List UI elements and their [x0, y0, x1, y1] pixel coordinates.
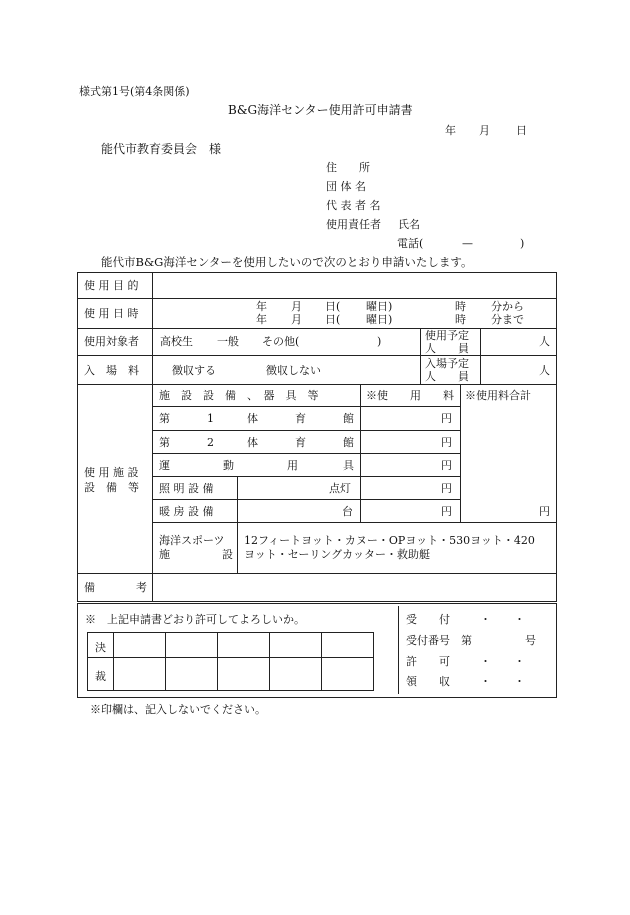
dt2-hour: 時	[455, 313, 466, 326]
intro-text: 能代市B&G海洋センターを使用したいので次のとおり申請いたします。	[101, 255, 473, 269]
dt2-year: 年	[256, 313, 267, 326]
sports-c2: 動	[223, 459, 234, 472]
dt1-hour: 時	[455, 300, 466, 313]
received-dot-2: ・	[514, 613, 525, 626]
table-border-left	[77, 272, 78, 602]
gym2-c1: 第	[159, 436, 170, 449]
row-divider	[77, 384, 557, 385]
gym1-yen: 円	[441, 412, 452, 425]
grid-line	[373, 632, 374, 690]
received-dot-1: ・	[480, 613, 491, 626]
heating-label: 暖 房 設 備	[159, 505, 214, 518]
dt2-weekday: 曜日)	[366, 313, 393, 326]
responsible-name-label: 氏名	[398, 218, 420, 231]
dt2-month: 月	[291, 313, 302, 326]
planned-users-label-1: 使用予定	[425, 329, 469, 342]
planned-entry-label-2: 人 員	[425, 370, 469, 383]
row-divider	[152, 522, 556, 523]
lighting-label: 照 明 設 備	[159, 482, 214, 495]
fee-collect: 徴収する	[172, 364, 216, 377]
sports-c3: 用	[287, 459, 298, 472]
grid-line	[269, 632, 270, 690]
target-highschool: 高校生	[160, 335, 193, 348]
sports-c4: 具	[343, 459, 354, 472]
dt1-year: 年	[256, 300, 267, 313]
facility-label-1: 使 用 施 設	[84, 466, 139, 479]
footer-note: ※印欄は、記入しないでください。	[90, 703, 266, 716]
target-other-close: )	[377, 335, 382, 348]
gym1-c1: 第	[159, 412, 170, 425]
facility-header-fee: ※使 用 料	[366, 389, 454, 402]
collect-label: 領 収	[406, 675, 450, 688]
responsible-person-label: 使用責任者	[326, 218, 381, 231]
approval-note: ※ 上記申請書どおり許可してよろしいか。	[85, 613, 305, 626]
receipt-number-label: 受付番号 第	[406, 634, 472, 647]
row-divider	[77, 328, 557, 329]
grid-line	[87, 657, 374, 658]
grid-line	[217, 632, 218, 690]
purpose-label: 使 用 目 的	[84, 279, 139, 292]
dt2-until: 分まで	[491, 313, 524, 326]
planned-entry-label-1: 入場予定	[425, 357, 469, 370]
phone-label: 電話(	[397, 237, 424, 250]
grid-line	[113, 632, 114, 690]
marine-label-2a: 施	[159, 548, 170, 561]
lighting-unit: 点灯	[329, 482, 351, 495]
label-column-divider	[152, 272, 153, 602]
approval-border-bottom	[77, 697, 557, 698]
dt2-day: 日(	[325, 313, 341, 326]
grid-line	[87, 632, 88, 690]
gym1-c3: 体	[247, 412, 258, 425]
planned-users-label-2: 人 員	[425, 342, 469, 355]
grid-line	[87, 632, 374, 633]
cell-divider	[480, 328, 481, 384]
date-month-label: 月	[479, 124, 490, 137]
target-general: 一般	[217, 335, 239, 348]
marine-desc-1: 12フィートヨット・カヌー・OPヨット・530ヨット・420	[244, 534, 535, 547]
total-column-divider	[460, 384, 461, 522]
grid-line	[165, 632, 166, 690]
permit-label: 許 可	[406, 655, 450, 668]
grid-line	[321, 632, 322, 690]
collect-dot-2: ・	[514, 675, 525, 688]
org-name-label: 団 体 名	[326, 180, 366, 193]
fee-no-collect: 徴収しない	[266, 364, 321, 377]
gym2-yen: 円	[441, 436, 452, 449]
lighting-yen: 円	[441, 482, 452, 495]
gym1-c2: 1	[207, 412, 214, 425]
remarks-label-1: 備	[84, 581, 95, 594]
gym2-c2: 2	[207, 436, 214, 449]
date-day-label: 日	[516, 124, 527, 137]
dt1-day: 日(	[325, 300, 341, 313]
form-title: B&G海洋センター使用許可申請書	[228, 103, 413, 117]
entry-fee-label: 入 場 料	[84, 364, 139, 377]
marine-label-2b: 設	[222, 548, 233, 561]
gym1-c4: 育	[295, 412, 306, 425]
marine-desc-2: ヨット・セーリングカッター・救助艇	[244, 548, 431, 561]
approval-border-right	[556, 603, 557, 698]
row-divider	[77, 601, 557, 602]
collect-dot-1: ・	[480, 675, 491, 688]
representative-label: 代 表 者 名	[326, 199, 381, 212]
facility-header-item: 施 設 設 備 、 器 具 等	[159, 389, 319, 402]
permit-dot-1: ・	[480, 655, 491, 668]
heating-unit: 台	[342, 505, 353, 518]
table-border-right	[556, 272, 557, 602]
row-divider	[77, 573, 557, 574]
total-yen: 円	[539, 505, 550, 518]
gym2-c5: 館	[343, 436, 354, 449]
sub-label-divider	[237, 476, 238, 573]
marine-label-1: 海洋スポーツ	[159, 534, 225, 547]
receipt-number-suffix: 号	[525, 634, 536, 647]
row-divider	[152, 406, 460, 407]
table-border-top	[77, 272, 557, 273]
sports-c1: 運	[159, 459, 170, 472]
approval-divider	[398, 606, 399, 694]
facility-header-total: ※使用料合計	[465, 389, 531, 402]
target-other: その他(	[262, 335, 300, 348]
cell-divider	[420, 328, 421, 384]
remarks-label-2: 考	[136, 581, 147, 594]
address-label: 住 所	[326, 161, 370, 174]
phone-dash: —	[462, 237, 473, 250]
row-divider	[152, 430, 460, 431]
phone-close: )	[520, 237, 525, 250]
planned-users-unit: 人	[539, 335, 550, 348]
grid-line	[87, 690, 374, 691]
row-divider	[152, 476, 460, 477]
permit-dot-2: ・	[514, 655, 525, 668]
row-divider	[152, 499, 460, 500]
kessai-char-1: 決	[95, 641, 106, 654]
heating-yen: 円	[441, 505, 452, 518]
received-label: 受 付	[406, 613, 450, 626]
date-year-label: 年	[445, 124, 456, 137]
row-divider	[77, 355, 557, 356]
addressee: 能代市教育委員会 様	[101, 142, 222, 156]
gym2-c3: 体	[247, 436, 258, 449]
kessai-char-2: 裁	[95, 670, 106, 683]
gym1-c5: 館	[343, 412, 354, 425]
approval-border-top	[77, 603, 557, 604]
row-divider	[77, 298, 557, 299]
dt1-from: 分から	[491, 300, 524, 313]
facility-label-2: 設 備 等	[84, 481, 139, 494]
dt1-weekday: 曜日)	[366, 300, 393, 313]
dt1-month: 月	[291, 300, 302, 313]
form-number: 様式第1号(第4条関係)	[79, 85, 190, 98]
row-divider	[152, 453, 460, 454]
datetime-label: 使 用 日 時	[84, 307, 139, 320]
target-label: 使用対象者	[84, 335, 139, 348]
approval-border-left	[77, 603, 78, 698]
planned-entry-unit: 人	[539, 364, 550, 377]
sports-yen: 円	[441, 459, 452, 472]
gym2-c4: 育	[295, 436, 306, 449]
